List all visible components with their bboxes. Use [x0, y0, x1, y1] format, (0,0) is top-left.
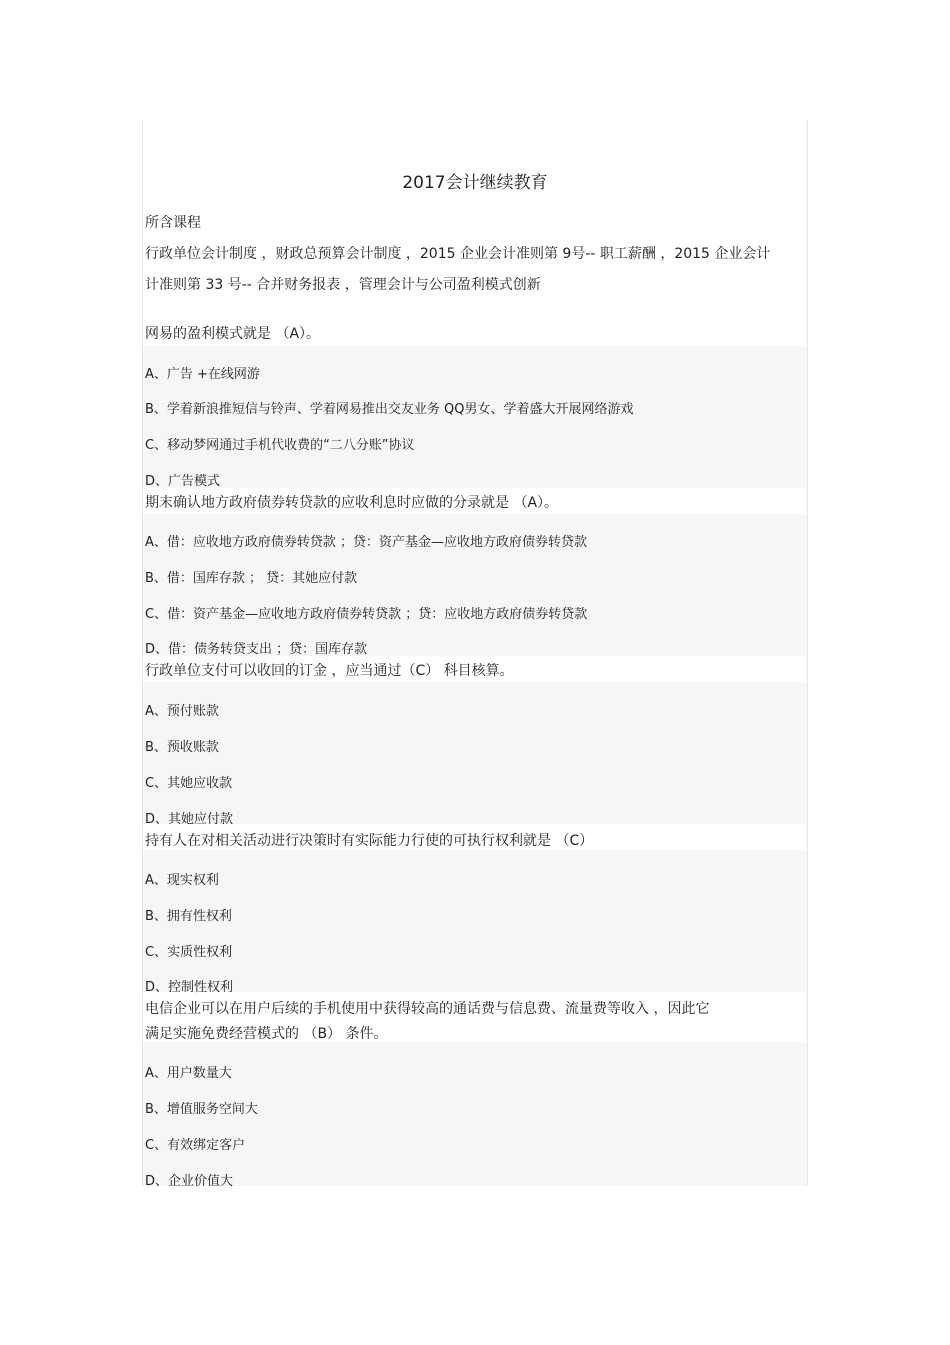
option-d: D、广告模式 — [145, 474, 221, 489]
courses-line-2: 计准则第 33 号-- 合并财务报表 ，管理会计与公司盈利模式创新 — [145, 277, 541, 293]
option-b: B、增值服务空间大 — [145, 1102, 258, 1117]
option-b: B、拥有性权利 — [145, 909, 232, 924]
option-d: D、借：债务转贷支出 ；贷：国库存款 — [145, 642, 368, 657]
option-d: D、其她应付款 — [145, 812, 234, 827]
question-stem: 期末确认地方政府债券转贷款的应收利息时应做的分录就是 （A）。 — [145, 495, 559, 511]
courses-label: 所含课程 — [145, 215, 201, 231]
options-band-4 — [143, 850, 807, 992]
question-stem-line-1: 电信企业可以在用户后续的手机使用中获得较高的通话费与信息费、流量费等收入 ，因此它 — [145, 1001, 710, 1017]
question-stem: 网易的盈利模式就是 （A）。 — [145, 326, 321, 342]
question-stem: 行政单位支付可以收回的订金 ，应当通过（C） 科目核算。 — [145, 663, 514, 679]
option-c: C、有效绑定客户 — [145, 1138, 246, 1153]
page-title: 2017会计继续教育 — [402, 173, 548, 193]
option-b: B、预收账款 — [145, 740, 219, 755]
option-c: C、移动梦网通过手机代收费的“二八分账”协议 — [145, 438, 415, 453]
option-a: A、预付账款 — [145, 704, 219, 719]
document-page — [142, 120, 808, 1189]
option-b: B、借：国库存款 ； 贷：其她应付款 — [145, 571, 358, 586]
option-b: B、学着新浪推短信与铃声、学着网易推出交友业务 QQ男女、学着盛大开展网络游戏 — [145, 402, 634, 417]
option-a: A、用户数量大 — [145, 1066, 232, 1081]
option-c: C、借：资产基金—应收地方政府债券转贷款 ；贷：应收地方政府债券转贷款 — [145, 607, 588, 622]
courses-line-1: 行政单位会计制度 ，财政总预算会计制度 ，2015 企业会计准则第 9号-- 职工薪酬 ，2015 企业会计 — [145, 246, 771, 262]
options-band-3 — [143, 682, 807, 824]
option-d: D、控制性权利 — [145, 980, 234, 995]
option-a: A、广告 +在线网游 — [145, 367, 260, 382]
option-d: D、企业价值大 — [145, 1174, 234, 1189]
option-c: C、其她应收款 — [145, 776, 233, 791]
question-stem: 持有人在对相关活动进行决策时有实际能力行使的可执行权利就是 （C） — [145, 833, 594, 849]
option-c: C、实质性权利 — [145, 945, 233, 960]
option-a: A、借：应收地方政府债券转贷款 ；贷：资产基金—应收地方政府债券转贷款 — [145, 535, 588, 550]
question-stem-line-2: 满足实施免费经营模式的 （B） 条件。 — [145, 1026, 388, 1042]
option-a: A、现实权利 — [145, 873, 219, 888]
